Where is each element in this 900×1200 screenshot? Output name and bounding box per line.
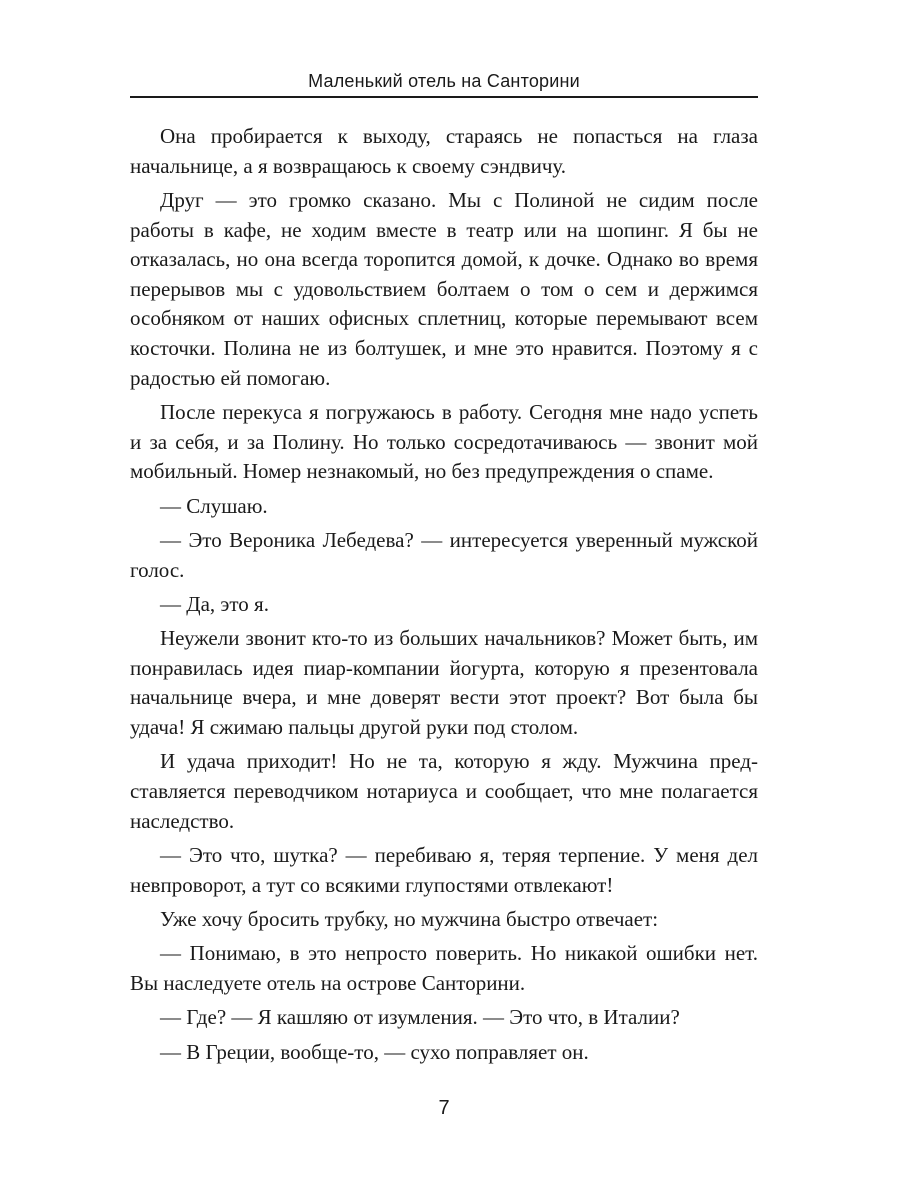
body-text xyxy=(130,122,758,1072)
page-number: 7 xyxy=(438,1097,450,1119)
dialogue-line: — Понимаю, в это непросто поверить. Но никакой ошибки нет. Вы наследуете отель на острове Санторини. xyxy=(130,941,758,995)
paragraph: Неужели звонит кто-то из больших начальников? Может быть, им понравилась идея пиар-компании йогурта, которую я презентовала начальнице вчера, и мне доверят вести этот проект? Вот была бы удача! Я сжимаю пальцы другой руки под столом. xyxy=(130,626,758,740)
paragraph: После перекуса я погружаюсь в работу. Сегодня мне надо успеть и за себя, и за Полину. Но только сосредотачиваюсь — звонит мой мобильный. Номер незнакомый, но без предупреждения о спаме. xyxy=(130,399,758,484)
paragraph: Она пробирается к выходу, стараясь не попасться на глаза начальнице, а я возвращаюсь к своему сэндвичу. xyxy=(130,124,758,178)
dialogue-line: — Это что, шутка? — перебиваю я, теряя терпение. У меня дел невпроворот, а тут со всякими глупостями отвлекают! xyxy=(130,843,758,897)
dialogue-line: — Слушаю. xyxy=(160,493,268,518)
dialogue-line: — Да, это я. xyxy=(160,591,269,616)
running-title: Маленький отель на Санторини xyxy=(308,71,580,91)
dialogue-line: — В Греции, вообще-то, — сухо поправляет он. xyxy=(160,1039,589,1064)
header-rule xyxy=(130,96,758,98)
dialogue-line: — Это Вероника Лебедева? — интересуется уверенный мужской голос. xyxy=(130,527,758,582)
paragraph: И удача приходит! Но не та, которую я жду. Мужчина представляется переводчиком нотариуса и сообщает, что мне полагается наследство. xyxy=(130,749,758,833)
dialogue-line: — Где? — Я кашляю от изумления. — Это что, в Италии? xyxy=(160,1005,680,1030)
paragraph: Уже хочу бросить трубку, но мужчина быстро отвечает: xyxy=(160,907,659,932)
paragraph: Друг — это громко сказано. Мы с Полиной не сидим после работы в кафе, не ходим вместе в театр или на шопинг. Я бы не отказалась, но она всегда торопится домой, к дочке. Однако во время перерывов мы с удовольствием болтаем о том о сем и держимся особняком от наших офисных сплетниц, которые перемывают всем косточки. Полина не из болтушек, и мне это нравится. Поэтому я с радостью ей помогаю. xyxy=(130,187,758,390)
